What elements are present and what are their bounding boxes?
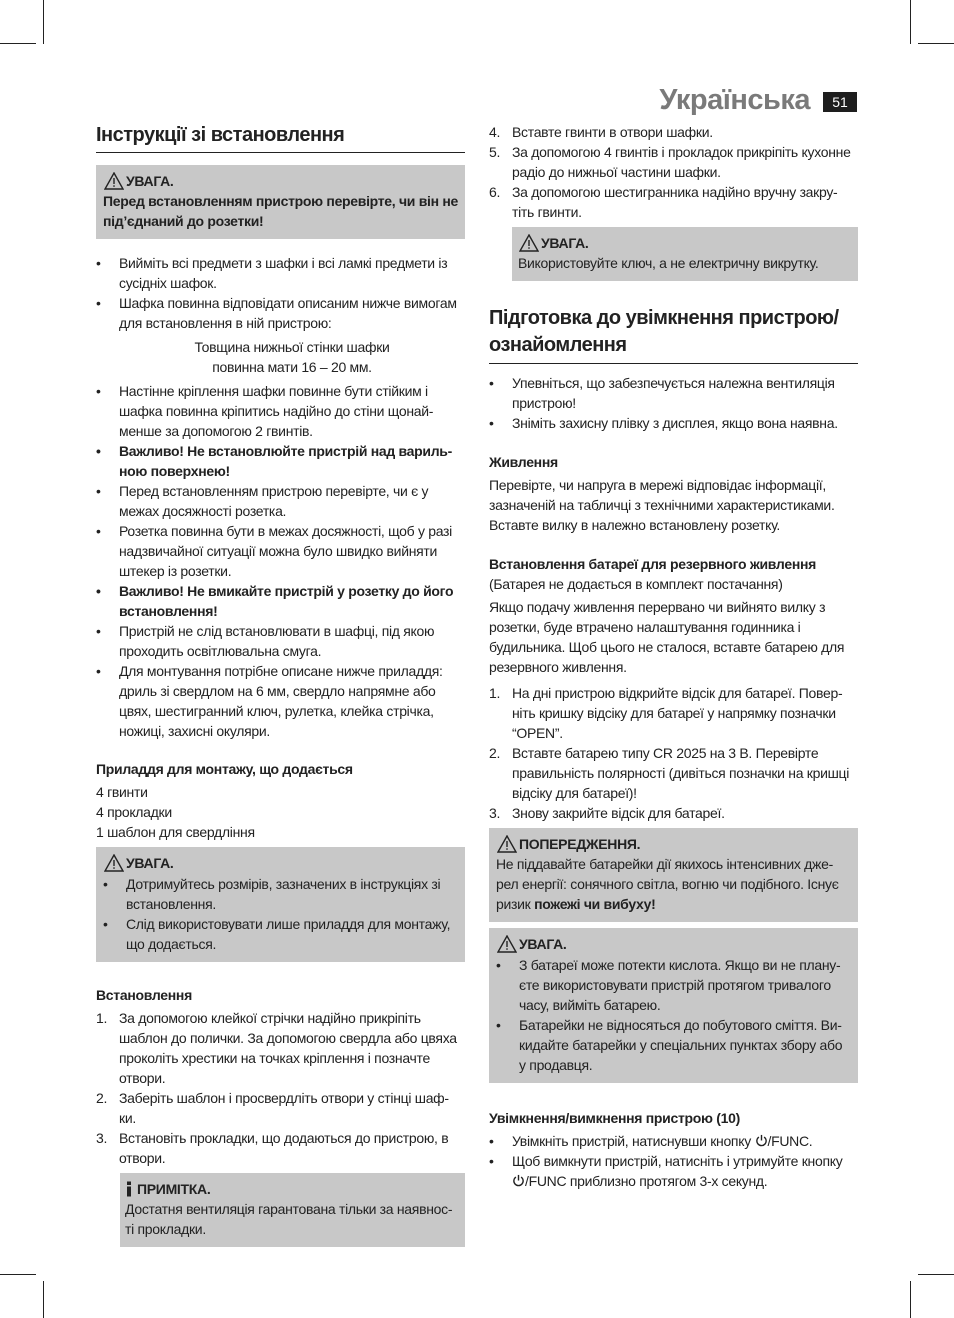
list-item: • Розетка повинна бути в межах досяжності, щоб у разі надзвичайної ситуації можна було швидко вийняти штекер із розетки.: [96, 521, 465, 581]
note-heading-text: ПРИМІТКА.: [137, 1181, 211, 1197]
warning-heading: [496, 934, 851, 954]
crop-mark: [0, 1274, 36, 1275]
list-item: • Зніміть захисну плівку з дисплея, якщо вона наявна.: [489, 413, 858, 433]
step-number: 3.: [96, 1130, 108, 1146]
step-text: Вставте батарею типу CR 2025 на 3 В. Перевірте правильність полярності (дивіться позначки на кришці відсіку для батареї)!: [512, 745, 850, 801]
list-item: • Для монтування потрібне описане нижче приладдя: дриль зі свердлом на 6 мм, свердло напрямне або цвях, шестигранний ключ, рулетка, клейка стрічка, ножиці, захисні окуляри.: [96, 661, 465, 741]
accessory-item: 4 гвинти: [96, 784, 148, 800]
list-item: • Вийміть всі предмети з шафки і всі ламкі предмети із сусідніх шафок.: [96, 253, 465, 293]
warning-heading-text: УВАГА.: [126, 855, 174, 871]
warning-heading-text: УВАГА.: [519, 936, 567, 952]
note-text: Достатня вентиляція гарантована тільки за наявнос-ті прокладки.: [125, 1201, 453, 1237]
list-item: • Настінне кріплення шафки повинне бути стійким і шафка повинна кріпитись надійно до стіни щонай-менше за допомогою 2 гвинтів.: [96, 381, 465, 441]
bullet-list: [489, 373, 858, 433]
numbered-list: [489, 683, 858, 823]
step-number: 3.: [489, 805, 501, 821]
power-text: Перевірте, чи напруга в мережі відповідає інформації, зазначеній на табличці з технічними характеристиками. Вставте вилку в належно встановлену розетку.: [489, 477, 835, 533]
list-item: [489, 122, 858, 142]
power-icon: [755, 1134, 768, 1147]
list-item: [489, 182, 858, 222]
list-item: • Перед встановленням пристрою перевірте, чи є у межах досяжності розетка.: [96, 481, 465, 521]
requirement-line: Товщина нижньої стінки шафки: [194, 339, 390, 355]
warning-heading: [518, 233, 851, 253]
step-number: 5.: [489, 144, 501, 160]
list-item: • Батарейки не відносяться до побутового сміття. Ви-кидайте батарейки у спеціальних пунктах збору або у продавця.: [496, 1015, 851, 1075]
warning-box: [96, 847, 465, 962]
warning-heading: [103, 171, 458, 191]
caution-box: [489, 828, 858, 922]
warning-heading: [103, 853, 458, 873]
caution-body-bold: пожежі чи вибуху!: [534, 896, 656, 912]
bullet-list: [489, 1131, 858, 1191]
list-item: [489, 142, 858, 182]
warning-list: [496, 955, 851, 1075]
list-item: • Важливо! Не встановлюйте пристрій над вариль-ною поверхнею!: [96, 441, 465, 481]
warning-box: [96, 165, 465, 239]
power-icon: [512, 1174, 525, 1187]
list-item: • Слід використовувати лише приладдя для монтажу, що додається.: [103, 914, 458, 954]
onoff-text: Щоб вимкнути пристрій, натисніть і утримуйте кнопку: [512, 1153, 843, 1169]
page-number: 51: [823, 92, 857, 112]
crop-mark: [910, 0, 911, 44]
installation-heading: Встановлення: [96, 987, 192, 1003]
crop-mark: [43, 1281, 44, 1318]
crop-mark: [43, 0, 44, 44]
warning-triangle-icon: [104, 172, 124, 190]
step-text: За допомогою 4 гвинтів і прокладок прикріпіть кухонне радіо до нижньої частини шафки.: [512, 144, 851, 180]
warning-triangle-icon: [104, 854, 124, 872]
warning-heading-text: УВАГА.: [541, 235, 589, 251]
crop-mark: [0, 43, 36, 44]
list-item: • З батареї може потекти кислота. Якщо ви не плану-єте використовувати пристрій протягом тривалого часу, вийміть батарею.: [496, 955, 851, 1015]
step-text: Встановіть прокладки, що додаються до пристрою, в отвори.: [119, 1130, 449, 1166]
left-column: [96, 122, 465, 1247]
crop-mark: [910, 1281, 911, 1318]
battery-text: Якщо подачу живлення перервано чи вийнято вилку з розетки, буде втрачено налаштування годинника і будильника. Щоб цього не сталося, вставте батарею для резервного живлення.: [489, 599, 845, 675]
list-item: [489, 743, 858, 803]
bullet-list: [96, 381, 465, 741]
list-item: [96, 1008, 465, 1088]
step-text: На дні пристрою відкрийте відсік для батареї. Повер-ніть кришку відсіку для батареї у напрямку позначки “OPEN”.: [512, 685, 843, 741]
warning-text: Перед встановленням пристрою перевірте, чи він не під’єднаний до розетки!: [103, 193, 458, 229]
bullet-list: [96, 253, 465, 333]
warning-heading-text: УВАГА.: [126, 173, 174, 189]
onoff-text: Увімкніть пристрій, натиснувши кнопку: [512, 1133, 755, 1149]
step-text: За допомогою клейкої стрічки надійно прикріпіть шаблон до полички. За допомогою свердла або цвяха проколіть хрестики на точках кріплення і позначте отвори.: [119, 1010, 457, 1086]
step-text: Заберіть шаблон і просвердліть отвори у стінці шаф-ки.: [119, 1090, 449, 1126]
warning-list: [103, 874, 458, 954]
step-number: 1.: [489, 685, 501, 701]
list-item: • Дотримуйтесь розмірів, зазначених в інструкціях зі встановлення.: [103, 874, 458, 914]
requirement-line: повинна мати 16 – 20 мм.: [212, 359, 372, 375]
caution-body: Не піддавайте батарейки дії якихось інтенсивних дже-рел енергії: сонячного світла, вогню чи подібного. Існує ризик: [496, 856, 839, 912]
section-title-installation: Інструкції зі встановлення: [96, 122, 465, 153]
step-number: 4.: [489, 124, 501, 140]
onoff-heading: Увімкнення/вимкнення пристрою (10): [489, 1110, 740, 1126]
crop-mark: [918, 1274, 954, 1275]
info-icon: [125, 1181, 133, 1197]
note-heading: [125, 1179, 458, 1199]
list-item: • Упевніться, що забезпечується належна вентиляція пристрою!: [489, 373, 858, 413]
battery-heading: Встановлення батареї для резервного живлення: [489, 556, 816, 572]
warning-text: Використовуйте ключ, а не електричну викрутку.: [518, 255, 819, 271]
accessory-item: 1 шаблон для свердління: [96, 824, 255, 840]
power-heading: Живлення: [489, 454, 558, 470]
numbered-list: [96, 1008, 465, 1168]
list-item: • Пристрій не слід встановлювати в шафці, під якою проходить освітлювальна смуга.: [96, 621, 465, 661]
battery-note: (Батарея не додається в комплект постачання): [489, 576, 783, 592]
step-text: За допомогою шестигранника надійно вручну закру-тіть гвинти.: [512, 184, 838, 220]
accessory-item: 4 прокладки: [96, 804, 172, 820]
onoff-text: /FUNC приблизно протягом 3-х секунд.: [525, 1173, 768, 1189]
step-number: 1.: [96, 1010, 108, 1026]
warning-box: [512, 227, 858, 281]
caution-text: [496, 854, 851, 914]
warning-box: [489, 928, 858, 1083]
list-item: [489, 803, 858, 823]
list-item: [489, 1131, 858, 1151]
note-box: [120, 1173, 465, 1247]
warning-triangle-icon: [497, 835, 517, 853]
list-item: [489, 683, 858, 743]
list-item: [96, 1088, 465, 1128]
step-number: 2.: [489, 745, 501, 761]
list-item: • Важливо! Не вмикайте пристрій у розетку до його встановлення!: [96, 581, 465, 621]
warning-triangle-icon: [519, 234, 539, 252]
caution-heading-text: ПОПЕРЕДЖЕННЯ.: [519, 836, 641, 852]
step-number: 2.: [96, 1090, 108, 1106]
step-text: Знову закрийте відсік для батареї.: [512, 805, 725, 821]
step-text: Вставте гвинти в отвори шафки.: [512, 124, 713, 140]
onoff-text: /FUNC.: [767, 1133, 813, 1149]
step-number: 6.: [489, 184, 501, 200]
section-title-preparation: Підготовка до увімкнення пристрою/ ознайомлення: [489, 305, 858, 364]
right-column: [489, 122, 858, 1191]
accessories-heading: Приладдя для монтажу, що додається: [96, 761, 353, 777]
crop-mark: [918, 43, 954, 44]
caution-heading: [496, 834, 851, 854]
list-item: • Шафка повинна відповідати описаним нижче вимогам для встановлення в ній пристрою:: [96, 293, 465, 333]
list-item: [96, 1128, 465, 1168]
list-item: [489, 1151, 858, 1191]
language-header: Українська: [659, 84, 810, 116]
numbered-list: [489, 122, 858, 222]
warning-triangle-icon: [497, 935, 517, 953]
